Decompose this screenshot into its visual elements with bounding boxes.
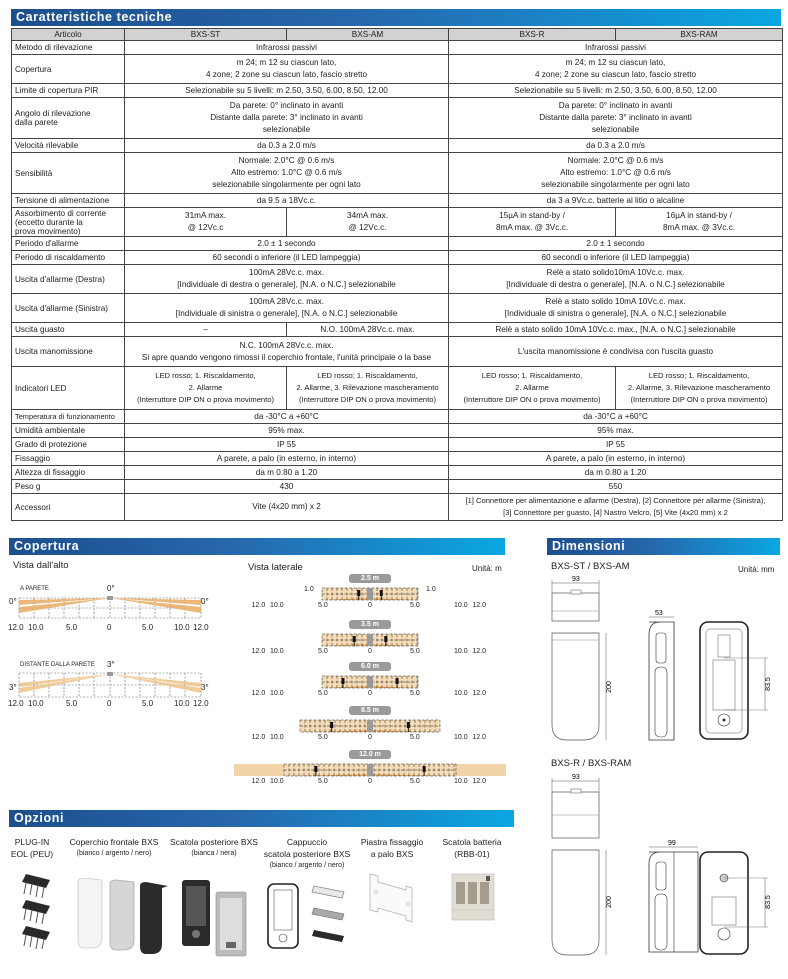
top-view-distant-ticks xyxy=(8,699,212,709)
cell-line: Da parete: 0° inclinato in avanti xyxy=(229,101,344,110)
person-icon xyxy=(357,590,360,596)
cell-st-am: da m 0.80 a 1.20 xyxy=(125,466,449,480)
row-label: Temperatura di funzionamento xyxy=(12,410,125,424)
tick: 10.0 xyxy=(454,734,468,741)
cell-line: 100mA 28Vc.c. max. xyxy=(248,268,325,277)
height-label-left: 1.0 xyxy=(304,586,314,593)
tick: 10.0 xyxy=(270,778,284,785)
row-label: Altezza di fissaggio xyxy=(12,466,125,480)
tick: 10.0 xyxy=(270,690,284,697)
cap-image xyxy=(266,882,351,952)
option-name: Coperchio frontale BXS xyxy=(69,837,159,847)
tick: 0 xyxy=(107,623,112,632)
dim-depth-1: 53 xyxy=(655,610,663,617)
side-view-band xyxy=(316,672,424,690)
tick: 5.0 xyxy=(318,734,328,741)
table-row xyxy=(12,323,783,337)
tick: 12.0 xyxy=(472,778,487,785)
label-line: prova movimento) xyxy=(15,226,81,236)
top-view-distant-diagram xyxy=(18,671,202,699)
cell-st-am: da 9.5 a 18Vc.c. xyxy=(125,194,449,208)
sensor-icon xyxy=(367,676,373,688)
header-bxs-r: BXS-R xyxy=(449,29,616,41)
cell-r-ram xyxy=(449,294,783,323)
cell-st-am: IP 55 xyxy=(125,438,449,452)
cell-line: LED rosso; 1. Riscaldamento, xyxy=(648,371,750,380)
cell-line: m 24; m 12 su ciascun lato, xyxy=(236,58,337,67)
tick: 5.0 xyxy=(318,648,328,655)
cell-line: (Interruttore DIP ON o prova movimento) xyxy=(463,395,601,404)
cell-line: [3] Connettore per guasto, [4] Nastro Velcro, [5] Vite (4x20 mm) x 2 xyxy=(503,508,728,517)
range-pill: 6.0 m xyxy=(349,662,391,671)
person-icon xyxy=(330,722,333,728)
table-row xyxy=(12,55,783,84)
table-header-row xyxy=(12,29,783,41)
cell-line: selezionabile singolarmente per ogni lato xyxy=(541,180,690,189)
dimension-drawing-r-ram xyxy=(548,772,784,962)
sensor-icon xyxy=(107,596,113,600)
sensor-icon xyxy=(367,720,373,732)
side-view-band xyxy=(316,584,424,602)
wall-angle-top: 0° xyxy=(107,584,115,593)
cell-st-am xyxy=(125,294,449,323)
cell-st-am xyxy=(125,98,449,139)
table-row xyxy=(12,265,783,294)
cell-r-ram: da 0.3 a 2.0 m/s xyxy=(449,139,783,153)
table-row xyxy=(12,494,783,521)
cell-line: Alto estremo: 1.0°C @ 0.6 m/s xyxy=(231,168,342,177)
cell-st-am: 60 secondi o inferiore (il LED lampeggia) xyxy=(125,251,449,265)
cell-st-am xyxy=(125,153,449,194)
table-row xyxy=(12,410,783,424)
cell-st-am xyxy=(125,337,449,367)
front-cover-image xyxy=(72,878,172,958)
cell-r-ram: Selezionabile su 5 livelli: m 2.50, 3.50, 6.00, 8.50, 12.00 xyxy=(449,84,783,98)
cell-r-ram: 95% max. xyxy=(449,424,783,438)
tick: 5.0 xyxy=(410,648,420,655)
table-row xyxy=(12,153,783,194)
person-icon xyxy=(396,678,399,684)
row-label: Periodo di riscaldamento xyxy=(12,251,125,265)
row-label: Umidità ambientale xyxy=(12,424,125,438)
cell-line: Normale: 2.0°C @ 0.6 m/s xyxy=(238,156,335,165)
tick: 5.0 xyxy=(142,699,154,708)
cell-line: Distante dalla parete: 3° inclinato in avanti xyxy=(210,113,363,122)
cell-r-ram: A parete, a palo (in esterno, in interno) xyxy=(449,452,783,466)
cell-line: m 24; m 12 su ciascun lato, xyxy=(565,58,666,67)
cell-line: Alto estremo: 1.0°C @ 0.6 m/s xyxy=(560,168,671,177)
cell-line: selezionabile xyxy=(262,125,311,134)
label-line: (eccetto durante la xyxy=(15,217,83,227)
dim-model-1: BXS-ST / BXS-AM xyxy=(551,561,630,572)
dim-width-1: 93 xyxy=(572,576,580,583)
tick: 12.0 xyxy=(472,648,487,655)
row-label: Copertura xyxy=(12,55,125,84)
tick: 12.0 xyxy=(251,690,266,697)
cell-ram xyxy=(616,367,783,410)
header-articolo: Articolo xyxy=(12,29,125,41)
cell-line: N.C. 100mA 28Vc.c. max. xyxy=(239,340,334,350)
range-pill: 2.5 m xyxy=(349,574,391,583)
cell-line: 2. Allarme, 3. Rilevazione mascheramento xyxy=(627,383,771,392)
cell-st-am: A parete, a palo (in esterno, in interno) xyxy=(125,452,449,466)
label-line: dalla parete xyxy=(15,118,58,127)
tick: 0 xyxy=(368,648,372,655)
option-name: scatola posteriore BXS xyxy=(263,849,351,859)
cell-r-ram: da 3 a 9Vc.c. batterie al litio o alcaline xyxy=(449,194,783,208)
distant-angle-top: 3° xyxy=(107,660,115,669)
cell-st-am: 2.0 ± 1 secondo xyxy=(125,237,449,251)
cell-line: [Individuale di destra o generale], [N.A. o N.C.] selezionabile xyxy=(177,280,396,289)
tick: 10.0 xyxy=(174,623,190,632)
cell-r-ram: L'uscita manomissione è condivisa con l'uscita guasto xyxy=(449,337,783,367)
tick: 12.0 xyxy=(193,699,209,708)
option-piastra-fissaggio xyxy=(354,836,430,860)
row-label: Tensione di alimentazione xyxy=(12,194,125,208)
row-label: Uscita manomissione xyxy=(12,337,125,367)
option-name: PLUG-IN xyxy=(14,837,50,847)
side-view-band xyxy=(294,716,446,734)
section-title-specs: Caratteristiche tecniche xyxy=(11,9,781,26)
cell-line: Da parete: 0° inclinato in avanti xyxy=(558,101,673,110)
row-label: Indicatori LED xyxy=(12,367,125,410)
cell-st-am: Infrarossi passivi xyxy=(125,41,449,55)
sensor-icon xyxy=(367,764,373,776)
person-icon xyxy=(384,636,387,642)
tick: 12.0 xyxy=(251,602,266,609)
cell-am xyxy=(287,208,449,237)
cell-line: 4 zone; 2 zone su ciascun lato, fascio stretto xyxy=(205,70,368,79)
option-coperchio-frontale xyxy=(64,836,164,860)
row-label xyxy=(12,98,125,139)
table-row xyxy=(12,452,783,466)
cell-line: LED rosso; 1. Riscaldamento, xyxy=(155,371,256,380)
cell-st-am: Selezionabile su 5 livelli: m 2.50, 3.50, 6.00, 8.50, 12.00 xyxy=(125,84,449,98)
sensor-icon xyxy=(107,672,113,676)
height-label-right: 1.0 xyxy=(426,586,436,593)
cell-line: Distante dalla parete: 3° inclinato in avanti xyxy=(539,113,692,122)
section-title-copertura: Copertura xyxy=(9,538,505,555)
dim-hole-2: 83.5 xyxy=(765,895,772,909)
tick: 12.0 xyxy=(193,623,209,632)
option-name: Scatola posteriore BXS xyxy=(170,837,258,847)
row-label: Limite di copertura PIR xyxy=(12,84,125,98)
back-box-image xyxy=(180,878,250,958)
cell-line: 2. Allarme xyxy=(188,383,223,392)
cell-line: selezionabile xyxy=(591,125,640,134)
tick: 5.0 xyxy=(66,699,78,708)
cell-st-am: da 0.3 a 2.0 m/s xyxy=(125,139,449,153)
cell-line: (Interruttore DIP ON o prova movimento) xyxy=(298,395,437,404)
row-label: Uscita guasto xyxy=(12,323,125,337)
tick: 5.0 xyxy=(318,602,328,609)
cell-line: (Interruttore DIP ON o prova movimento) xyxy=(136,395,275,404)
label-line: Assorbimento di corrente xyxy=(15,208,107,218)
cell-st-am: Vite (4x20 mm) x 2 xyxy=(125,494,449,521)
cell-line: [Individuale di sinistra o generale], [N.A. o N.C.] selezionabile xyxy=(175,309,398,318)
tick: 0 xyxy=(107,699,112,708)
person-icon xyxy=(407,722,410,728)
dim-model-2: BXS-R / BXS-RAM xyxy=(551,758,632,769)
side-view-title: Vista laterale xyxy=(248,562,303,573)
dim-hole-1: 83.5 xyxy=(765,677,772,691)
row-label: Uscita d'allarme (Destra) xyxy=(12,265,125,294)
wall-label: A PARETE xyxy=(20,586,49,592)
tick: 10.0 xyxy=(454,648,468,655)
tick: 12.0 xyxy=(8,699,24,708)
option-name: EOL (PEU) xyxy=(10,849,54,859)
row-label xyxy=(12,208,125,237)
cell-line: LED rosso; 1. Riscaldamento, xyxy=(481,371,583,380)
cell-r-ram: Infrarossi passivi xyxy=(449,41,783,55)
option-sub: (bianco / argento / nero) xyxy=(269,862,345,869)
top-view-wall-ticks xyxy=(8,623,212,633)
cell-r-ram: 2.0 ± 1 secondo xyxy=(449,237,783,251)
tick: 0 xyxy=(368,690,372,697)
distant-angle-left: 3° xyxy=(9,683,17,692)
wall-angle-right: 0° xyxy=(201,597,209,606)
tick: 0 xyxy=(368,734,372,741)
cell-line: Relè a stato solido 10mA 10Vc.c. max. xyxy=(545,297,686,306)
cell-r-ram: IP 55 xyxy=(449,438,783,452)
cell-r-ram xyxy=(449,55,783,84)
cell-line: selezionabile singolarmente per ogni lato xyxy=(212,180,361,189)
cell-r xyxy=(449,367,616,410)
sensor-icon xyxy=(367,588,373,600)
side-view-band xyxy=(234,760,506,778)
cell-r-ram: da -30°C a +60°C xyxy=(449,410,783,424)
tick: 10.0 xyxy=(270,648,284,655)
cell-r-ram xyxy=(449,265,783,294)
option-cappuccio xyxy=(258,836,356,872)
side-view-unit: Unità: m xyxy=(472,564,502,573)
tick: 5.0 xyxy=(318,690,328,697)
tick: 10.0 xyxy=(28,699,44,708)
cell-line: 16µA in stand-by / xyxy=(666,211,732,220)
tick: 12.0 xyxy=(472,690,487,697)
plug-in-eol-image xyxy=(20,870,56,950)
person-icon xyxy=(314,766,317,772)
cell-line: [Individuale di sinistra o generale], [N.A. o N.C.] selezionabile xyxy=(504,309,727,318)
dim-width-2: 93 xyxy=(572,774,580,781)
option-name: Piastra fissaggio xyxy=(360,837,424,847)
dim-depth-2: 99 xyxy=(668,840,676,847)
option-name: Scatola batteria xyxy=(442,837,502,847)
option-scatola-batteria xyxy=(432,836,512,860)
cell-ram xyxy=(616,208,783,237)
table-row xyxy=(12,84,783,98)
row-label: Accessori xyxy=(12,494,125,521)
tick: 5.0 xyxy=(66,623,78,632)
cell-line: 34mA max. xyxy=(347,211,388,220)
option-sub: (bianco / argento / nero) xyxy=(76,850,152,857)
tick: 0 xyxy=(368,778,372,785)
cell-line: [Individuale di destra o generale], [N.A. o N.C.] selezionabile xyxy=(506,280,725,289)
cell-r-ram: Relè a stato solido 10mA 10Vc.c. max., [N.A. o N.C.] selezionabile xyxy=(449,323,783,337)
tick: 12.0 xyxy=(8,623,24,632)
battery-box-image xyxy=(450,872,498,922)
cell-r-ram xyxy=(449,153,783,194)
tick: 12.0 xyxy=(472,602,487,609)
option-name: (RBB-01) xyxy=(454,849,490,859)
tick: 10.0 xyxy=(454,690,468,697)
cell-line: 4 zone; 2 zone su ciascun lato, fascio stretto xyxy=(534,70,697,79)
person-icon xyxy=(423,766,426,772)
table-row xyxy=(12,367,783,410)
table-row xyxy=(12,208,783,237)
option-name: a palo BXS xyxy=(370,849,414,859)
sensor-icon xyxy=(367,634,373,646)
tick: 10.0 xyxy=(270,602,284,609)
cell-line: 8mA max. @ 3Vc.c. xyxy=(662,223,735,232)
table-row xyxy=(12,466,783,480)
cell-st-am: 430 xyxy=(125,480,449,494)
tick: 10.0 xyxy=(454,778,468,785)
cell-r-ram xyxy=(449,494,783,521)
distant-label: DISTANTE DALLA PARETE xyxy=(20,662,95,668)
cell-line: 8mA max. @ 3Vc.c. xyxy=(495,223,568,232)
cell-r-ram: 60 secondi o inferiore (il LED lampeggia) xyxy=(449,251,783,265)
tick: 10.0 xyxy=(174,699,190,708)
tick: 5.0 xyxy=(318,778,328,785)
cell-st-am xyxy=(125,55,449,84)
cell-st-am: 95% max. xyxy=(125,424,449,438)
table-row xyxy=(12,98,783,139)
row-label: Velocità rilevabile xyxy=(12,139,125,153)
table-row xyxy=(12,294,783,323)
range-pill: 8.5 m xyxy=(349,706,391,715)
cell-line: 2. Allarme, 3. Rilevazione mascheramento xyxy=(296,383,439,392)
row-label: Uscita d'allarme (Sinistra) xyxy=(12,294,125,323)
header-bxs-ram: BXS-RAM xyxy=(616,29,783,41)
cell-st-am: da -30°C a +60°C xyxy=(125,410,449,424)
cell-line: Normale: 2.0°C @ 0.6 m/s xyxy=(567,156,664,165)
cell-line: 15µA in stand-by / xyxy=(499,211,565,220)
dim-unit: Unità: mm xyxy=(738,565,775,574)
tick: 10.0 xyxy=(454,602,468,609)
row-label: Fissaggio xyxy=(12,452,125,466)
top-view-wall-diagram xyxy=(18,593,202,623)
row-label: Peso g xyxy=(12,480,125,494)
side-view-band xyxy=(316,630,424,648)
cell-r-ram: da m 0.80 a 1.20 xyxy=(449,466,783,480)
tick: 12.0 xyxy=(251,734,266,741)
tick: 10.0 xyxy=(28,623,44,632)
row-label: Sensibilità xyxy=(12,153,125,194)
cell-line: [1] Connettore per alimentazione e allarme (Destra), [2] Connettore per allarme (Sinistra), xyxy=(465,496,766,505)
tick: 0 xyxy=(368,602,372,609)
option-scatola-posteriore xyxy=(166,836,262,860)
dimension-drawing-st-am xyxy=(548,575,784,755)
cell-line: @ 12Vc.c xyxy=(187,223,224,232)
cell-line: 31mA max. xyxy=(185,211,226,220)
tick: 12.0 xyxy=(472,734,487,741)
table-row xyxy=(12,194,783,208)
row-label: Periodo d'allarme xyxy=(12,237,125,251)
cell-line: 2. Allarme xyxy=(515,383,549,392)
header-bxs-st: BXS-ST xyxy=(125,29,287,41)
label-line: Angolo di rilevazione xyxy=(15,109,91,118)
table-row xyxy=(12,438,783,452)
table-row xyxy=(12,237,783,251)
cell-st: – xyxy=(125,323,287,337)
table-row xyxy=(12,41,783,55)
tick: 12.0 xyxy=(251,778,266,785)
spec-table xyxy=(11,28,783,521)
cell-st xyxy=(125,367,287,410)
tick: 5.0 xyxy=(410,602,420,609)
cell-am: N.O. 100mA 28Vc.c. max. xyxy=(287,323,449,337)
table-row xyxy=(12,480,783,494)
tick: 5.0 xyxy=(410,778,420,785)
table-row xyxy=(12,251,783,265)
table-row xyxy=(12,337,783,367)
range-pill: 3.5 m xyxy=(349,620,391,629)
table-row xyxy=(12,424,783,438)
cell-line: Relè a stato solido10mA 10Vc.c. max. xyxy=(546,268,685,277)
tick: 5.0 xyxy=(410,690,420,697)
cell-line: @ 12Vc.c. xyxy=(348,223,387,232)
person-icon xyxy=(380,590,383,596)
tick: 5.0 xyxy=(142,623,154,632)
cell-line: 100mA 28Vc.c. max. xyxy=(248,297,325,306)
option-sub: (bianca / nera) xyxy=(191,850,237,857)
wall-angle-left: 0° xyxy=(9,597,17,606)
row-label: Metodo di rilevazione xyxy=(12,41,125,55)
dim-height-1: 200 xyxy=(606,681,613,693)
cell-am xyxy=(287,367,449,410)
option-plug-in-eol xyxy=(6,836,58,860)
pole-plate-image xyxy=(366,872,416,924)
header-bxs-am: BXS-AM xyxy=(287,29,449,41)
cell-r xyxy=(449,208,616,237)
cell-line: (Interruttore DIP ON o prova movimento) xyxy=(630,395,768,404)
table-row xyxy=(12,139,783,153)
dim-height-2: 200 xyxy=(606,896,613,908)
section-title-opzioni: Opzioni xyxy=(9,810,514,827)
section-title-dimensioni: Dimensioni xyxy=(547,538,780,555)
tick: 10.0 xyxy=(270,734,284,741)
person-icon xyxy=(353,636,356,642)
person-icon xyxy=(341,678,344,684)
cell-r-ram: 550 xyxy=(449,480,783,494)
option-name: Cappuccio xyxy=(286,837,328,847)
range-pill: 12.0 m xyxy=(349,750,391,759)
cell-r-ram xyxy=(449,98,783,139)
cell-st-am xyxy=(125,265,449,294)
tick: 5.0 xyxy=(410,734,420,741)
cell-line: Si apre quando vengono rimossi il coperchio frontale, l'unità principale o la base xyxy=(141,352,432,362)
top-view-title: Vista dall'alto xyxy=(13,560,69,571)
distant-angle-right: 3° xyxy=(201,683,209,692)
tick: 12.0 xyxy=(251,648,266,655)
cell-st xyxy=(125,208,287,237)
cell-line: LED rosso; 1. Riscaldamento, xyxy=(317,371,418,380)
row-label: Grado di protezione xyxy=(12,438,125,452)
